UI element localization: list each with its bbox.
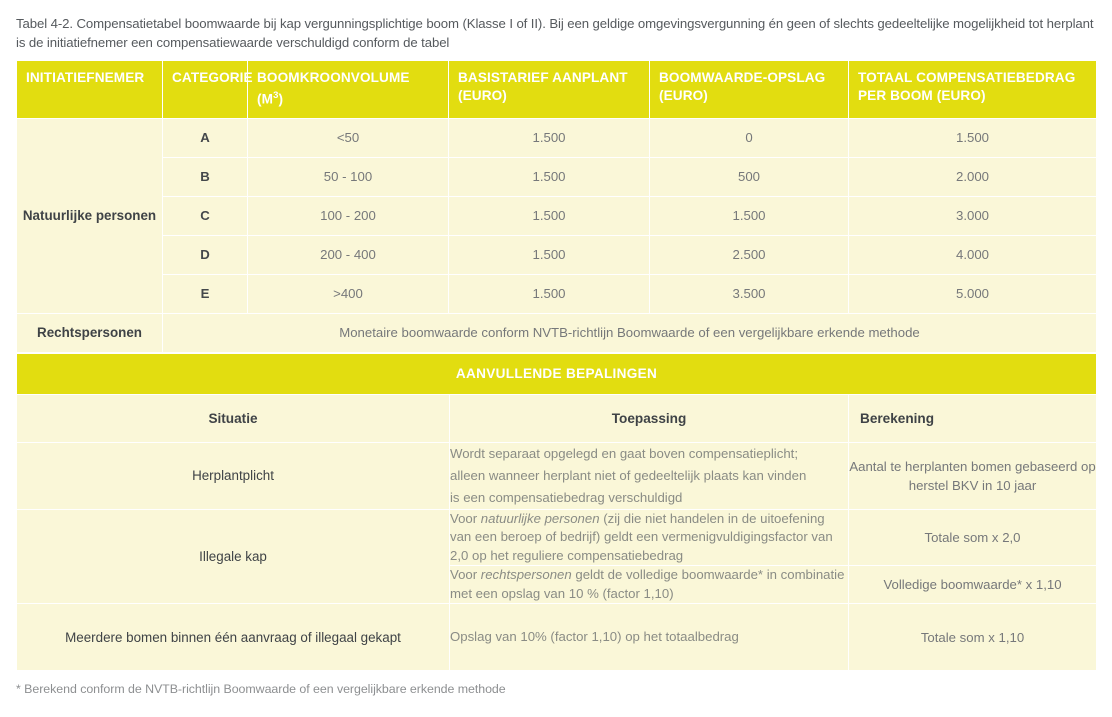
header-berekening: Berekening — [849, 394, 1097, 442]
cell-categorie: C — [163, 196, 248, 235]
table-row — [17, 118, 1097, 157]
table-row-herplantplicht — [17, 442, 1097, 509]
toepassing-emphasis: rechtspersonen — [480, 567, 572, 583]
cell-boomkroonvolume: 100 - 200 — [248, 196, 449, 235]
situatie-herplantplicht: Herplantplicht — [17, 442, 450, 509]
cell-totaal: 5.000 — [849, 274, 1097, 313]
toepassing-line-3: is een compensatiebedrag verschuldigd — [450, 489, 683, 505]
aanvullende-bepalingen-table — [16, 353, 1097, 672]
toepassing-post: geldt de volledige boomwaarde* in combinatie met een opslag van 10 % (factor 1,10) — [450, 567, 845, 601]
header-totaal-label: TOTAAL COMPENSATIEBEDRAG — [858, 70, 1076, 85]
berekening-illegale-kap-rechtspersonen: Volledige boomwaarde* x 1,10 — [849, 566, 1097, 604]
header-toepassing: Toepassing — [450, 394, 849, 442]
cell-basistarief: 1.500 — [449, 274, 650, 313]
footnote: * Berekend conform de NVTB-richtlijn Boomwaarde of een vergelijkbare erkende methode — [16, 682, 506, 697]
toepassing-post: (zij die niet handelen in de uitoefening van een beroep of bedrijf) geldt een vermenigvuldigingsfactor van 2,0 op het reguliere compensatiebedrag — [450, 510, 833, 563]
initiatiefnemer-natuurlijke-personen: Natuurlijke personen — [17, 118, 163, 313]
header-basistarief-label: BASISTARIEF AANPLANT — [458, 70, 628, 85]
header-categorie: CATEGORIE — [163, 61, 248, 119]
table-row-illegale-kap-natuurlijke — [17, 509, 1097, 566]
toepassing-pre: Voor — [450, 510, 481, 526]
header-opslag-unit: (EURO) — [659, 88, 708, 103]
cell-boomkroonvolume: >400 — [248, 274, 449, 313]
aanvullende-banner-row — [17, 353, 1097, 394]
toepassing-illegale-kap-natuurlijke — [450, 509, 849, 566]
header-boomkroonvolume — [248, 61, 449, 119]
cell-boomkroonvolume: 200 - 400 — [248, 235, 449, 274]
table-row — [17, 157, 1097, 196]
situatie-illegale-kap: Illegale kap — [17, 509, 450, 604]
cell-opslag: 0 — [650, 118, 849, 157]
header-boomkroonvolume-unit-post: ) — [278, 91, 284, 107]
header-totaal-unit: PER BOOM (EURO) — [858, 88, 986, 103]
table-row-meerdere-bomen — [17, 604, 1097, 671]
cell-opslag: 1.500 — [650, 196, 849, 235]
toepassing-line-1: Wordt separaat opgelegd en gaat boven compensatieplicht; — [450, 445, 798, 461]
header-boomwaarde-opslag — [650, 61, 849, 119]
cell-basistarief: 1.500 — [449, 157, 650, 196]
berekening-illegale-kap-natuurlijke: Totale som x 2,0 — [849, 509, 1097, 566]
situatie-meerdere-bomen: Meerdere bomen binnen één aanvraag of illegaal gekapt — [17, 604, 450, 671]
aanvullende-banner-label: AANVULLENDE BEPALINGEN — [17, 353, 1097, 394]
aanvullende-header-row — [17, 394, 1097, 442]
cell-opslag: 2.500 — [650, 235, 849, 274]
cell-totaal: 4.000 — [849, 235, 1097, 274]
table-row — [17, 274, 1097, 313]
cell-basistarief: 1.500 — [449, 196, 650, 235]
cell-boomkroonvolume: <50 — [248, 118, 449, 157]
header-boomkroonvolume-label: BOOMKROONVOLUME — [257, 70, 410, 85]
header-totaal-compensatiebedrag — [849, 61, 1097, 119]
table-row-rechtspersonen — [17, 313, 1097, 352]
cell-opslag: 3.500 — [650, 274, 849, 313]
cell-totaal: 2.000 — [849, 157, 1097, 196]
toepassing-meerdere-bomen: Opslag van 10% (factor 1,10) op het totaalbedrag — [450, 604, 849, 671]
toepassing-herplantplicht — [450, 442, 849, 509]
rechtspersonen-value: Monetaire boomwaarde conform NVTB-richtlijn Boomwaarde of een vergelijkbare erkende methode — [163, 313, 1097, 352]
initiatiefnemer-rechtspersonen: Rechtspersonen — [17, 313, 163, 352]
header-boomkroonvolume-unit-pre: (M — [257, 91, 274, 107]
toepassing-pre: Voor — [450, 567, 481, 583]
cell-boomkroonvolume: 50 - 100 — [248, 157, 449, 196]
toepassing-illegale-kap-rechtspersonen — [450, 566, 849, 604]
cell-totaal: 1.500 — [849, 118, 1097, 157]
header-situatie: Situatie — [17, 394, 450, 442]
header-boomkroonvolume-unit-sup: 3 — [273, 90, 279, 101]
berekening-meerdere-bomen: Totale som x 1,10 — [849, 604, 1097, 671]
cell-categorie: D — [163, 235, 248, 274]
cell-basistarief: 1.500 — [449, 235, 650, 274]
table-row — [17, 196, 1097, 235]
cell-categorie: E — [163, 274, 248, 313]
cell-basistarief: 1.500 — [449, 118, 650, 157]
cell-categorie: B — [163, 157, 248, 196]
cell-totaal: 3.000 — [849, 196, 1097, 235]
berekening-herplantplicht: Aantal te herplanten bomen gebaseerd op herstel BKV in 10 jaar — [849, 442, 1097, 509]
table-caption: Tabel 4-2. Compensatietabel boomwaarde bij kap vergunningsplichtige boom (Klasse I of II). Bij een geldige omgevingsvergunning én geen of slechts gedeeltelijke mogelijkheid tot herplant is de initiatiefnemer een compensatiewaarde verschuldigd conform de tabel — [16, 16, 1094, 50]
toepassing-emphasis: natuurlijke personen — [480, 510, 600, 526]
toepassing-line-2: alleen wanneer herplant niet of gedeeltelijk plaats kan vinden — [450, 467, 807, 483]
header-opslag-label: BOOMWAARDE-OPSLAG — [659, 70, 826, 85]
compensation-table — [16, 60, 1097, 353]
cell-categorie: A — [163, 118, 248, 157]
cell-opslag: 500 — [650, 157, 849, 196]
header-basistarief-unit: (EURO) — [458, 88, 507, 103]
table-row — [17, 235, 1097, 274]
header-basistarief — [449, 61, 650, 119]
table-header-row — [17, 61, 1097, 119]
header-initiatiefnemer: INITIATIEFNEMER — [17, 61, 163, 119]
